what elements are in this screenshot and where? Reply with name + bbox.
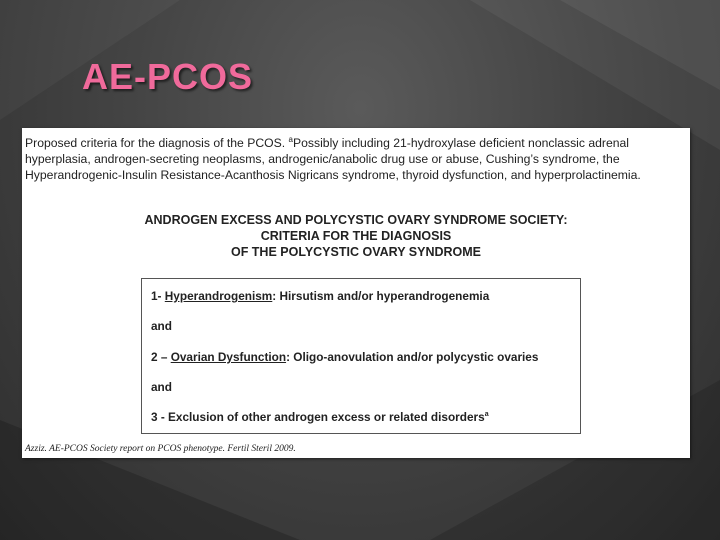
slide-title: AE-PCOS	[82, 56, 254, 97]
criteria-box	[141, 278, 581, 434]
figure-caption	[25, 132, 689, 183]
heading-line-2: CRITERIA FOR THE DIAGNOSIS	[260, 229, 452, 243]
criterion-1-prefix: 1-	[151, 289, 165, 303]
heading-line-3: OF THE POLYCYSTIC OVARY SYNDROME	[230, 245, 482, 259]
and-connector-1: and	[151, 319, 172, 333]
criterion-3-text: 3 - Exclusion of other androgen excess or related disorders	[151, 410, 485, 424]
criterion-3	[151, 410, 489, 424]
criterion-2-prefix: 2 –	[151, 350, 171, 364]
criterion-1	[151, 289, 489, 303]
caption-rest: Possibly including 21-hydroxylase deficient nonclassic adrenal hyperplasia, androgen-secreting neoplasms, androgenic/anabolic drug use or abuse, Cushing’s syndrome, the Hyperandrogenic-Insulin Resistance-Acanthosis Nigricans syndrome, thyroid dysfunction, and hyperprolactinemia.	[25, 136, 641, 183]
criterion-2-term: Ovarian Dysfunction	[170, 350, 287, 364]
criterion-1-term: Hyperandrogenism	[164, 289, 273, 303]
caption-superscript: a	[288, 135, 293, 144]
criterion-3-superscript: a	[484, 411, 489, 419]
caption-start: Proposed criteria for the diagnosis of the PCOS.	[25, 136, 289, 151]
criterion-2	[151, 350, 538, 364]
criterion-2-rest: : Oligo-anovulation and/or polycystic ovaries	[286, 350, 539, 364]
society-heading	[22, 212, 690, 260]
reference-note: Azziz. AE-PCOS Society report on PCOS phenotype. Fertil Steril 2009.	[25, 444, 296, 454]
criterion-1-rest: : Hirsutism and/or hyperandrogenemia	[272, 289, 490, 303]
heading-line-1: ANDROGEN EXCESS AND POLYCYSTIC OVARY SYNDROME SOCIETY:	[144, 213, 568, 227]
and-connector-2: and	[151, 380, 172, 394]
figure-panel	[22, 128, 690, 458]
